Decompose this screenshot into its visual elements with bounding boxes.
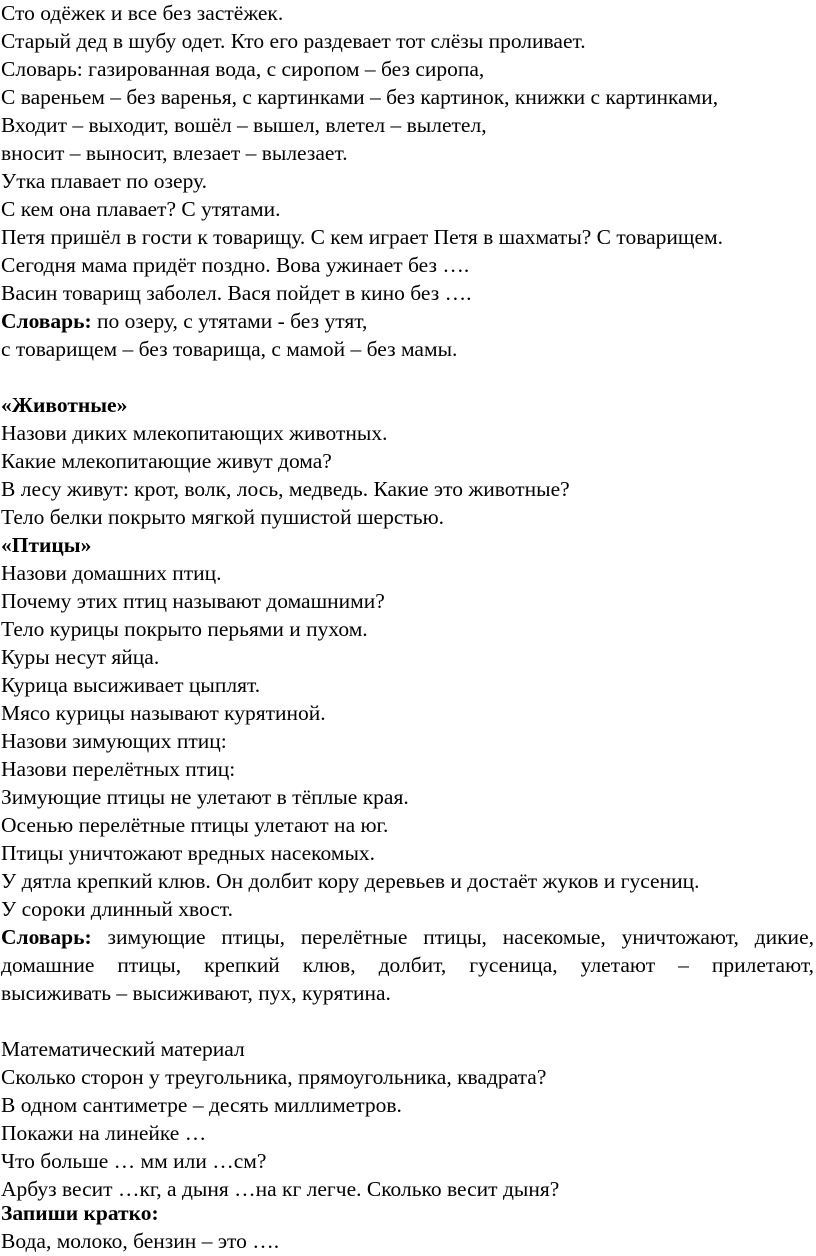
- text-line: Мясо курицы называют курятиной.: [1, 701, 326, 725]
- text-line: Сегодня мама придёт поздно. Вова ужинает без ….: [1, 253, 470, 277]
- text-line: Назови диких млекопитающих животных.: [1, 421, 388, 445]
- text-line: Назови зимующих птиц:: [1, 729, 227, 753]
- text-line: Почему этих птиц называют домашними?: [1, 589, 385, 613]
- text-line: Покажи на линейке …: [1, 1121, 207, 1145]
- vocab-line: [1, 308, 367, 335]
- text-line: вносит – выносит, влезает – вылезает.: [1, 141, 348, 165]
- vocab-text: зимующие птицы, перелётные птицы, насекомые, уничтожают, дикие,: [91, 925, 814, 949]
- text-line: Тело белки покрыто мягкой пушистой шерстью.: [1, 505, 445, 529]
- text-line: Сколько сторон у треугольника, прямоугольника, квадрата?: [1, 1065, 547, 1089]
- text-line: У дятла крепкий клюв. Он долбит кору деревьев и достаёт жуков и гусениц.: [1, 869, 700, 893]
- text-line: Зимующие птицы не улетают в тёплые края.: [1, 785, 409, 809]
- text-line: Птицы уничтожают вредных насекомых.: [1, 841, 376, 865]
- section-heading-birds: «Птицы»: [1, 533, 92, 557]
- text-line: Утка плавает по озеру.: [1, 169, 208, 193]
- section-heading-math: Математический материал: [1, 1037, 245, 1061]
- section-heading-animals: «Животные»: [1, 393, 128, 417]
- vocab-line: высиживать – высиживают, пух, курятина.: [1, 981, 391, 1005]
- text-line: Какие млекопитающие живут дома?: [1, 449, 332, 473]
- text-line: С вареньем – без варенья, с картинками – без картинок, книжки с картинками,: [1, 85, 719, 109]
- text-line: Осенью перелётные птицы улетают на юг.: [1, 813, 389, 837]
- text-line: В лесу живут: крот, волк, лось, медведь. Какие это животные?: [1, 477, 570, 501]
- text-line: Петя пришёл в гости к товарищу. С кем играет Петя в шахматы? С товарищем.: [1, 225, 724, 249]
- text-line: Васин товарищ заболел. Вася пойдет в кино без ….: [1, 281, 472, 305]
- text-line: У сороки длинный хвост.: [1, 897, 233, 921]
- vocab-label: Словарь:: [1, 925, 92, 949]
- text-line: Сто одёжек и все без застёжек.: [1, 1, 284, 25]
- text-line: Вода, молоко, бензин – это ….: [1, 1229, 280, 1253]
- text-line: В одном сантиметре – десять миллиметров.: [1, 1093, 402, 1117]
- text-line: Назови перелётных птиц:: [1, 757, 236, 781]
- vocab-text: по озеру, с утятами - без утят,: [91, 309, 368, 333]
- text-line: Арбуз весит …кг, а дыня …на кг легче. Сколько весит дыня?: [1, 1177, 560, 1201]
- text-line: Что больше … мм или …см?: [1, 1149, 267, 1173]
- vocab-label: Словарь:: [1, 309, 92, 333]
- text-line: С кем она плавает? С утятами.: [1, 197, 281, 221]
- text-line: Словарь: газированная вода, с сиропом – без сиропа,: [1, 57, 485, 81]
- section-heading-write: Запиши кратко:: [1, 1201, 159, 1225]
- text-line: Куры несут яйца.: [1, 645, 160, 669]
- text-line: с товарищем – без товарища, с мамой – без мамы.: [1, 337, 458, 361]
- text-line: Входит – выходит, вошёл – вышел, влетел – вылетел,: [1, 113, 487, 137]
- text-line: Тело курицы покрыто перьями и пухом.: [1, 617, 368, 641]
- text-line: Старый дед в шубу одет. Кто его раздевает тот слёзы проливает.: [1, 29, 586, 53]
- text-line: Назови домашних птиц.: [1, 561, 222, 585]
- vocab-line: домашние птицы, крепкий клюв, долбит, гусеница, улетают – прилетают,: [1, 953, 814, 977]
- text-line: Курица высиживает цыплят.: [1, 673, 261, 697]
- vocab-line: [1, 924, 814, 951]
